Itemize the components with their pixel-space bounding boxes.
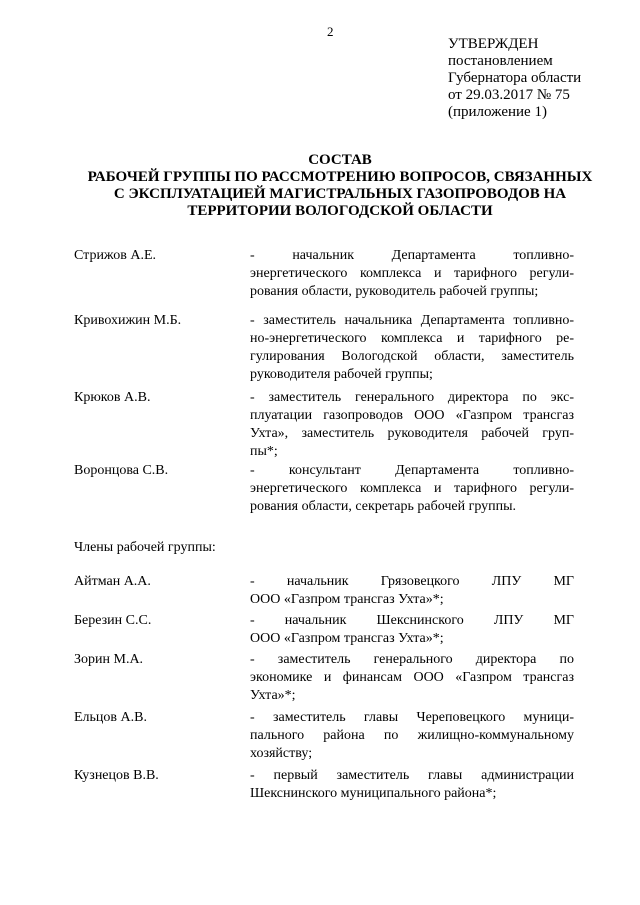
position-line: экономике и финансам ООО «Газпром трансгаз	[250, 670, 574, 685]
position-line: - заместитель начальника Департамента топливно-	[250, 313, 574, 328]
position-line: Ухта», заместитель руководителя рабочей груп-	[250, 426, 574, 441]
position-line: пы*;	[250, 444, 278, 459]
position-line: ООО «Газпром трансгаз Ухта»*;	[250, 592, 444, 607]
title-line: С ЭКСПЛУАТАЦИЕЙ МАГИСТРАЛЬНЫХ ГАЗОПРОВОДОВ НА	[113, 186, 567, 202]
position-line: - консультант Департамента топливно-	[250, 463, 574, 478]
approval-stamp	[448, 36, 581, 121]
title-line: РАБОЧЕЙ ГРУППЫ ПО РАССМОТРЕНИЮ ВОПРОСОВ, СВЯЗАННЫХ	[87, 169, 593, 185]
approval-line: (приложение 1)	[448, 104, 547, 120]
members-heading: Члены рабочей группы:	[74, 540, 216, 555]
person-position	[250, 573, 574, 609]
position-line: но-энергетического комплекса и тарифного ре-	[250, 331, 574, 346]
person-position	[250, 247, 574, 301]
position-line: рования области, секретарь рабочей группы.	[250, 499, 517, 514]
title-line: ТЕРРИТОРИИ ВОЛОГОДСКОЙ ОБЛАСТИ	[187, 203, 493, 219]
page-number: 2	[327, 24, 334, 39]
person-name: Ельцов А.В.	[74, 710, 147, 725]
position-line: - начальник Шекснинского ЛПУ МГ	[250, 613, 574, 628]
person-name: Айтман А.А.	[74, 574, 151, 589]
position-line: энергетического комплекса и тарифного регули-	[250, 481, 574, 496]
person-position	[250, 612, 574, 648]
document-title	[40, 152, 640, 220]
position-line: плуатации газопроводов ООО «Газпром трансгаз	[250, 408, 574, 423]
position-line: энергетического комплекса и тарифного регули-	[250, 266, 574, 281]
position-line: пального района по жилищно-коммунальному	[250, 728, 574, 743]
person-name: Кривохижин М.Б.	[74, 313, 182, 328]
person-position	[250, 767, 574, 803]
person-position	[250, 709, 574, 763]
approval-line: УТВЕРЖДЕН	[448, 36, 539, 52]
person-position	[250, 462, 574, 516]
approval-line: Губернатора области	[448, 70, 582, 86]
position-line: гулирования Вологодской области, заместитель	[250, 349, 574, 364]
person-name: Зорин М.А.	[74, 652, 144, 667]
person-position	[250, 651, 574, 705]
person-name: Кузнецов В.В.	[74, 768, 159, 783]
position-line: Ухта»*;	[250, 688, 296, 703]
position-line: - начальник Грязовецкого ЛПУ МГ	[250, 574, 574, 589]
person-name: Стрижов А.Е.	[74, 248, 157, 263]
position-line: - заместитель генерального директора по	[250, 652, 574, 667]
position-line: - заместитель главы Череповецкого муници-	[250, 710, 574, 725]
person-position	[250, 389, 574, 461]
position-line: рования области, руководитель рабочей группы;	[250, 284, 539, 299]
title-line: СОСТАВ	[308, 152, 372, 168]
approval-line: постановлением	[448, 53, 553, 69]
position-line: хозяйству;	[250, 746, 313, 761]
person-name: Воронцова С.В.	[74, 463, 169, 478]
position-line: Шекснинского муниципального района*;	[250, 786, 497, 801]
position-line: - первый заместитель главы администрации	[250, 768, 574, 783]
position-line: - начальник Департамента топливно-	[250, 248, 574, 263]
position-line: - заместитель генерального директора по экс-	[250, 390, 574, 405]
position-line: ООО «Газпром трансгаз Ухта»*;	[250, 631, 444, 646]
person-name: Березин С.С.	[74, 613, 152, 628]
position-line: руководителя рабочей группы;	[250, 367, 433, 382]
approval-line: от 29.03.2017 № 75	[448, 87, 570, 103]
person-position	[250, 312, 574, 384]
person-name: Крюков А.В.	[74, 390, 151, 405]
